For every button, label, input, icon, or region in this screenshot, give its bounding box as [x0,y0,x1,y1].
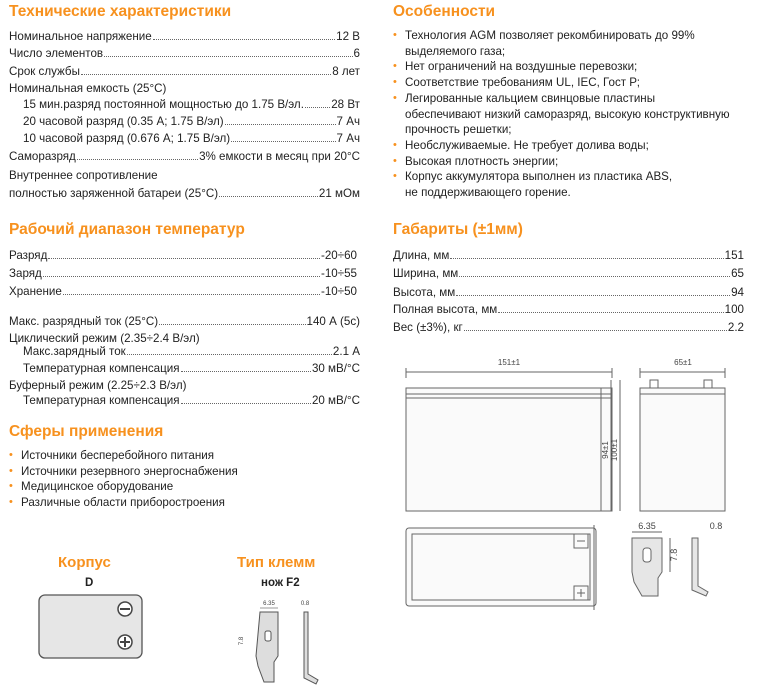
dim-value: 151 [724,249,744,262]
spec-value: 7 Ач [336,115,360,128]
temp-label: Заряд [9,267,42,280]
spec-label: Температурная компенсация [23,394,180,407]
spec-value: 2.1 А [332,345,360,358]
list-item: • Медицинское оборудование [9,480,174,494]
dim-label: Полная высота, мм [393,303,498,316]
dimension-drawing [398,350,728,695]
case-code: D [85,577,94,589]
list-item: • Различные области приборостроения [9,496,225,510]
dim-value: 2.2 [727,321,744,334]
spec-value: 6 [353,47,360,60]
full-height-label: 100±1 [610,438,619,462]
spec-value: 30 мВ/°C [311,362,360,375]
length-label: 151±1 [497,358,521,367]
spec-value: 140 А (5с) [306,315,360,328]
spec-label: полностью заряженной батареи (25°C) [9,187,219,200]
dim-label: Ширина, мм [393,267,459,280]
term-width-label: 6.35 [263,601,275,607]
spec-value: 8 лет [332,65,360,78]
buffer-mode-header: Буферный режим (2.25÷2.3 В/эл) [9,379,187,392]
dim-row-full-height [393,303,744,316]
temp-label: Хранение [9,285,62,298]
buffer-row-temp-comp [23,394,360,407]
spec-row-resistance [9,187,360,200]
spec-row-20h [23,115,360,128]
spec-row-15min [23,98,360,111]
dim-label: Высота, мм [393,286,456,299]
terminal-diagram [234,596,326,692]
spec-row-lifetime [9,65,360,78]
terminal-code: нож F2 [261,577,300,589]
list-item: • Технология AGM позволяет рекомбинировать до 99% выделяемого газа; [393,29,695,58]
term-height-label: 7.8 [239,636,245,646]
list-item: • Необслуживаемые. Не требует долива воды; [393,138,649,152]
list-item: • Источники резервного энергоснабжения [9,464,238,478]
temp-value: -10÷55 [320,267,357,280]
temp-row-discharge [9,249,357,262]
applications-list [9,448,238,511]
spec-label: 20 часовой разряд (0.35 А; 1.75 В/эл) [23,115,224,128]
features-list [393,28,753,201]
dim-label: Вес (±3%), кг [393,321,463,334]
dim-value: 100 [724,303,744,316]
case-diagram [38,594,144,660]
width-label: 65±1 [674,358,692,367]
dim-row-length [393,249,744,262]
dimensions-heading: Габариты (±1мм) [393,221,523,238]
list-item: • Источники бесперебойного питания [9,449,215,462]
spec-value: 3% емкости в месяц при 20°C [199,150,360,163]
spec-label: Температурная компенсация [23,362,180,375]
temp-row-charge [9,267,357,280]
spec-label: Номинальное напряжение [9,30,152,43]
spec-label: 10 часовой разряд (0.676 А; 1.75 В/эл) [23,132,231,145]
max-discharge-row [9,315,360,328]
list-item: • Высокая плотность энергии; [393,154,559,168]
height-label: 94±1 [601,441,610,459]
temp-range-heading: Рабочий диапазон температур [9,221,245,238]
temp-value: -10÷50 [320,285,357,298]
list-item: • Легированные кальцием свинцовые пластины обеспечивают низкий саморазряд, высокую конструктивную прочность решетки; [393,91,730,137]
spec-label: 15 мин.разряд постоянной мощностью до 1.75 В/эл. [23,98,304,111]
spec-label: Саморазряд [9,150,76,163]
applications-heading: Сферы применения [9,423,164,440]
cyclic-row-temp-comp [23,362,360,375]
resistance-header: Внутреннее сопротивление [9,169,158,182]
spec-label: Срок службы [9,65,80,78]
cyclic-mode-header: Циклический режим (2.35÷2.4 В/эл) [9,332,200,345]
spec-value: 21 мОм [318,187,360,200]
spec-label: Число элементов [9,47,104,60]
dim-row-width [393,267,744,280]
dim-value: 94 [731,286,744,299]
capacity-header: Номинальная емкость (25°C) [9,82,167,95]
spec-value: 20 мВ/°C [311,394,360,407]
spec-row-cells [9,47,360,60]
term-thickness-label: 0.8 [709,521,723,531]
dim-row-weight [393,321,744,334]
spec-value: 12 В [336,30,360,43]
terminal-heading: Тип клемм [237,554,316,571]
term-width-label: 6.35 [638,521,656,531]
dim-value: 65 [731,267,744,280]
spec-value: 28 Вт [331,98,360,111]
term-thickness-label: 0.8 [300,601,310,607]
tech-specs-heading: Технические характеристики [9,3,232,20]
temp-row-storage [9,285,357,298]
dim-row-height [393,286,744,299]
spec-label: Макс.зарядный ток [23,345,126,358]
spec-label: Макс. разрядный ток (25°C) [9,315,159,328]
list-item: • Корпус аккумулятора выполнен из пластика ABS, не поддерживающего горение. [393,170,673,200]
features-heading: Особенности [393,3,496,20]
term-height-label: 7.8 [669,548,679,562]
spec-value: 7 Ач [336,132,360,145]
list-item: • Нет ограничений на воздушные перевозки; [393,60,638,74]
temp-value: -20÷60 [320,249,357,262]
spec-row-voltage [9,30,360,43]
spec-row-self-discharge [9,150,360,163]
dim-label: Длина, мм [393,249,450,262]
temp-label: Разряд [9,249,48,262]
spec-row-10h [23,132,360,145]
cyclic-row-max-current [23,345,360,358]
case-heading: Корпус [58,554,111,571]
list-item: • Соответствие требованиям UL, IEC, Гост Р; [393,76,641,90]
